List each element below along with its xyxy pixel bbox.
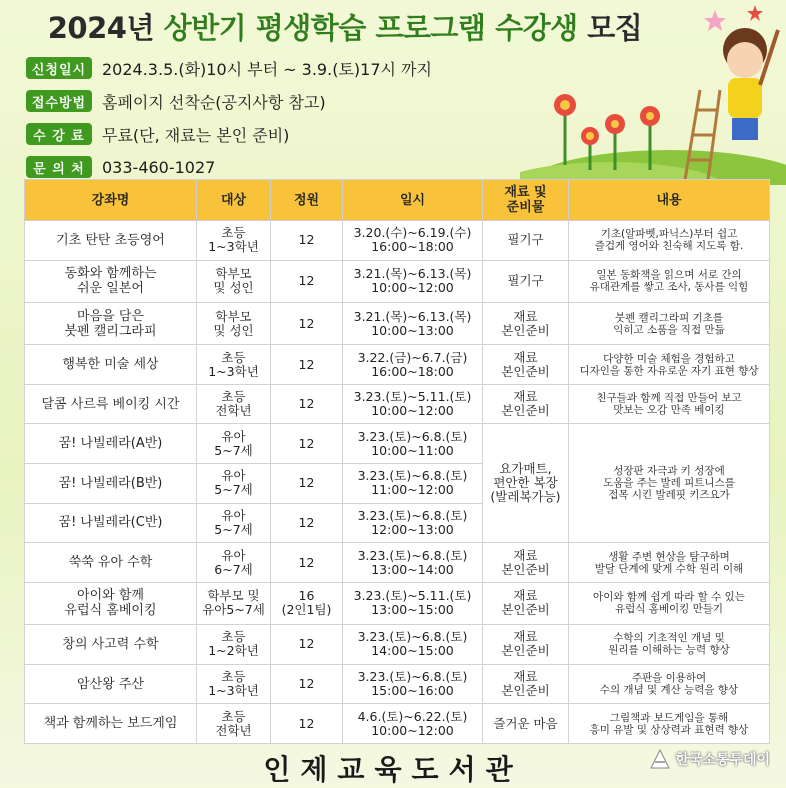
course-capacity: 12: [271, 464, 343, 504]
library-name: 인제교육도서관: [263, 753, 523, 786]
course-name: 기초 탄탄 초등영어: [25, 221, 197, 261]
course-target: 초등 전학년: [197, 384, 271, 424]
course-datetime: 3.21.(목)~6.13.(목) 10:00~13:00: [343, 302, 483, 344]
table-header-row: [25, 180, 770, 221]
girl-illustration: [520, 0, 786, 185]
course-target: 유아 5~7세: [197, 464, 271, 504]
col-header-capacity: 정원: [271, 180, 343, 221]
course-name: 암산왕 주산: [25, 664, 197, 704]
course-description-merged: 성장판 자극과 키 성장에 도움을 주는 발레 피트니스를 접목 시킨 발레핏 키즈요가: [569, 424, 770, 543]
course-description: 일본 동화책을 읽으며 서로 간의 유대관계를 쌓고 조사, 동사를 익힘: [569, 260, 770, 302]
title-year: 2024년: [47, 11, 154, 45]
course-capacity: 12: [271, 260, 343, 302]
title-students: 수강생: [495, 11, 578, 45]
col-header-materials: 재료 및 준비물: [483, 180, 569, 221]
course-materials: 재료 본인준비: [483, 625, 569, 665]
course-materials: 즐거운 마음: [483, 704, 569, 744]
table-row: [25, 384, 770, 424]
course-target: 초등 1~3학년: [197, 221, 271, 261]
course-description: 수학의 기초적인 개념 및 원리를 이해하는 능력 향상: [569, 625, 770, 665]
course-capacity: 16 (2인1팀): [271, 582, 343, 624]
course-target: 유아 5~7세: [197, 503, 271, 543]
course-datetime: 3.23.(토)~6.8.(토) 15:00~16:00: [343, 664, 483, 704]
course-datetime: 3.22.(금)~6.7.(금) 16:00~18:00: [343, 345, 483, 385]
course-materials: 재료 본인준비: [483, 664, 569, 704]
course-capacity: 12: [271, 664, 343, 704]
course-materials: 재료 본인준비: [483, 543, 569, 583]
info-row-apply-date: [26, 56, 432, 80]
table-row: [25, 582, 770, 624]
table-row: [25, 424, 770, 464]
table-row: [25, 260, 770, 302]
course-description: 주판을 이용하여 수의 개념 및 계산 능력을 향상: [569, 664, 770, 704]
course-name: 동화와 함께하는 쉬운 일본어: [25, 260, 197, 302]
table-row: [25, 345, 770, 385]
course-target: 학부모 및 성인: [197, 260, 271, 302]
col-header-content: 내용: [569, 180, 770, 221]
course-datetime: 3.23.(토)~5.11.(토) 13:00~15:00: [343, 582, 483, 624]
course-target: 학부모 및 유아5~7세: [197, 582, 271, 624]
course-target: 초등 1~2학년: [197, 625, 271, 665]
course-capacity: 12: [271, 625, 343, 665]
watermark: [649, 748, 770, 770]
info-row-contact: [26, 155, 432, 179]
info-section: [26, 56, 432, 188]
course-datetime: 3.23.(토)~6.8.(토) 14:00~15:00: [343, 625, 483, 665]
course-description: 기초(알파벳,파닉스)부터 쉽고 즐겁게 영어와 친숙해 지도록 함.: [569, 221, 770, 261]
course-materials: 재료 본인준비: [483, 582, 569, 624]
course-target: 학부모 및 성인: [197, 302, 271, 344]
title-recruit: 모집: [587, 11, 643, 45]
info-label: 수 강 료: [26, 123, 92, 145]
course-name: 행복한 미술 세상: [25, 345, 197, 385]
table-row: [25, 625, 770, 665]
course-name: 꿈! 나빌레라(B반): [25, 464, 197, 504]
course-datetime: 3.23.(토)~6.8.(토) 13:00~14:00: [343, 543, 483, 583]
course-description: 아이와 함께 쉽게 따라 할 수 있는 유럽식 홈베이킹 만들기: [569, 582, 770, 624]
course-description: 친구들과 함께 직접 만들어 보고 맛보는 오감 만족 베이킹: [569, 384, 770, 424]
course-datetime: 3.23.(토)~6.8.(토) 12:00~13:00: [343, 503, 483, 543]
table-row: [25, 543, 770, 583]
course-table: [24, 179, 770, 744]
course-target: 유아 6~7세: [197, 543, 271, 583]
course-datetime: 3.23.(토)~5.11.(토) 10:00~12:00: [343, 384, 483, 424]
course-target: 초등 1~3학년: [197, 345, 271, 385]
table-row: [25, 221, 770, 261]
course-description: 다양한 미술 체험을 경험하고 디자인을 통한 자유로운 자기 표현 향상: [569, 345, 770, 385]
watermark-text: 한국소통투데이: [675, 752, 770, 768]
course-name: 꿈! 나빌레라(C반): [25, 503, 197, 543]
course-materials: 재료 본인준비: [483, 384, 569, 424]
course-capacity: 12: [271, 704, 343, 744]
course-capacity: 12: [271, 221, 343, 261]
course-capacity: 12: [271, 345, 343, 385]
course-name: 창의 사고력 수학: [25, 625, 197, 665]
info-row-fee: [26, 122, 432, 146]
course-materials: 필기구: [483, 260, 569, 302]
course-materials: 재료 본인준비: [483, 345, 569, 385]
title-program: 상반기 평생학습 프로그램: [163, 11, 486, 45]
info-label: 신청일시: [26, 57, 92, 79]
course-name: 달콤 사르륵 베이킹 시간: [25, 384, 197, 424]
course-description: 생활 주변 현상을 탐구하며 발달 단계에 맞게 수학 원리 이해: [569, 543, 770, 583]
news-logo-icon: [649, 748, 671, 770]
star-icon: [747, 5, 763, 21]
table-row: [25, 664, 770, 704]
course-capacity: 12: [271, 424, 343, 464]
course-name: 쑥쑥 유아 수학: [25, 543, 197, 583]
table-row: [25, 302, 770, 344]
course-name: 꿈! 나빌레라(A반): [25, 424, 197, 464]
course-description: 그림책과 보드게임을 통해 흥미 유발 및 상상력과 표현력 향상: [569, 704, 770, 744]
table-row: [25, 704, 770, 744]
course-description: 붓펜 캘리그라피 기초를 익히고 소품을 직접 만듦: [569, 302, 770, 344]
info-value: 2024.3.5.(화)10시 부터 ~ 3.9.(토)17시 까지: [102, 59, 432, 79]
course-name: 책과 함께하는 보드게임: [25, 704, 197, 744]
col-header-target: 대상: [197, 180, 271, 221]
course-capacity: 12: [271, 302, 343, 344]
course-capacity: 12: [271, 384, 343, 424]
course-target: 초등 1~3학년: [197, 664, 271, 704]
course-materials: 재료 본인준비: [483, 302, 569, 344]
info-row-method: [26, 89, 432, 113]
course-datetime: 3.21.(목)~6.13.(목) 10:00~12:00: [343, 260, 483, 302]
course-capacity: 12: [271, 543, 343, 583]
info-value: 033-460-1027: [102, 157, 216, 177]
flower-icon: [554, 94, 576, 165]
course-name: 마음을 담은 붓펜 캘리그라피: [25, 302, 197, 344]
col-header-course: 강좌명: [25, 180, 197, 221]
course-datetime: 3.23.(토)~6.8.(토) 11:00~12:00: [343, 464, 483, 504]
info-label: 접수방법: [26, 90, 92, 112]
col-header-datetime: 일시: [343, 180, 483, 221]
course-datetime: 4.6.(토)~6.22.(토) 10:00~12:00: [343, 704, 483, 744]
course-datetime: 3.20.(수)~6.19.(수) 16:00~18:00: [343, 221, 483, 261]
info-value: 무료(단, 재료는 본인 준비): [102, 125, 290, 145]
course-capacity: 12: [271, 503, 343, 543]
course-target: 유아 5~7세: [197, 424, 271, 464]
course-materials: 필기구: [483, 221, 569, 261]
info-value: 홈페이지 선착순(공지사항 참고): [102, 92, 326, 112]
course-target: 초등 전학년: [197, 704, 271, 744]
course-datetime: 3.23.(토)~6.8.(토) 10:00~11:00: [343, 424, 483, 464]
course-materials-merged: 요가매트, 편안한 복장 (발레복가능): [483, 424, 569, 543]
course-name: 아이와 함께 유럽식 홈베이킹: [25, 582, 197, 624]
star-icon: [704, 10, 726, 31]
info-label: 문 의 처: [26, 156, 92, 178]
